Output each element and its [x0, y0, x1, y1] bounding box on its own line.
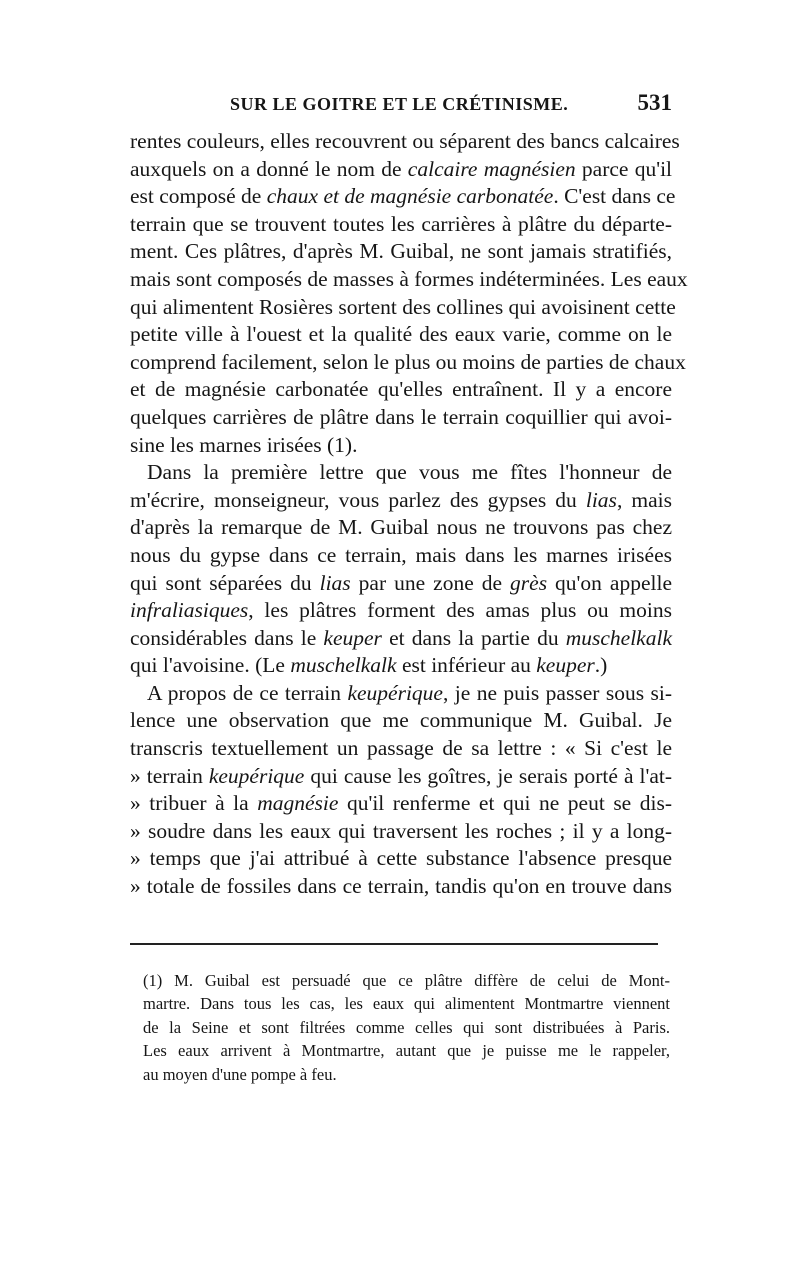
text-line: mais sont composés de masses à formes indéterminées. Les eaux [130, 266, 688, 291]
footnote-divider [130, 943, 658, 945]
paragraph-2 [130, 459, 672, 680]
italic-term: chaux et de magnésie carbonatée [266, 184, 554, 209]
italic-term: infraliasiques [130, 598, 249, 623]
italic-term: grès [510, 570, 548, 595]
text-line: qui sont séparées du lias par une zone de grès qu'on appelle [130, 570, 672, 595]
text-line: » totale de fossiles dans ce terrain, tandis qu'on en trouve dans [130, 874, 672, 899]
text-line: est composé de chaux et de magnésie carbonatée. C'est dans ce [130, 184, 676, 209]
text-line: » tribuer à la magnésie qu'il renferme et qui ne peut se dis- [130, 791, 673, 816]
text-line: m'écrire, monseigneur, vous parlez des gypses du lias, mais [130, 487, 673, 512]
paragraph-3 [130, 680, 672, 901]
text-line: et de magnésie carbonatée qu'elles entraînent. Il y a encore [130, 377, 672, 402]
text-line: lence une observation que me communique M. Guibal. Je [130, 708, 672, 733]
text-line: transcris textuellement un passage de sa lettre : « Si c'est le [130, 736, 672, 761]
italic-term: keupérique [347, 680, 443, 705]
footnote-line: au moyen d'une pompe à feu. [143, 1064, 337, 1084]
text-line: comprend facilement, selon le plus ou moins de parties de chaux [130, 349, 686, 374]
text-line: considérables dans le keuper et dans la partie du muschelkalk [130, 625, 672, 650]
footnote [143, 969, 670, 1086]
text-line: quelques carrières de plâtre dans le terrain coquillier qui avoi- [130, 404, 672, 429]
text-line: nous du gypse dans ce terrain, mais dans les marnes irisées [130, 542, 672, 567]
text-line: d'après la remarque de M. Guibal nous ne trouvons pas chez [130, 515, 672, 540]
footnote-line: martre. Dans tous les cas, les eaux qui alimentent Montmartre viennent [143, 994, 670, 1014]
text-line: » terrain keupérique qui cause les goîtres, je serais porté à l'at- [130, 763, 672, 788]
italic-term: muschelkalk [290, 653, 397, 678]
italic-term: calcaire magnésien [407, 156, 576, 181]
footnote-line: (1) M. Guibal est persuadé que ce plâtre diffère de celui de Mont- [143, 971, 670, 990]
italic-term: keuper [323, 625, 382, 650]
text-line: auxquels on a donné le nom de calcaire magnésien parce qu'il [130, 156, 673, 181]
text-line: » soudre dans les eaux qui traversent les roches ; il y a long- [130, 818, 672, 843]
text-line: terrain que se trouvent toutes les carrières à plâtre du départe- [130, 211, 672, 236]
italic-term: lias [319, 570, 351, 595]
running-head [130, 90, 672, 122]
text-line: qui l'avoisine. (Le muschelkalk est inférieur au keuper.) [130, 653, 608, 678]
text-line: ment. Ces plâtres, d'après M. Guibal, ne sont jamais stratifiés, [130, 239, 672, 264]
text-line: A propos de ce terrain keupérique, je ne puis passer sous si- [147, 680, 672, 705]
text-line: qui alimentent Rosières sortent des collines qui avoisinent cette [130, 294, 676, 319]
text-line: sine les marnes irisées (1). [130, 432, 358, 457]
text-line: rentes couleurs, elles recouvrent ou séparent des bancs calcaires [130, 129, 680, 153]
running-title: SUR LE GOITRE ET LE CRÉTINISME. [230, 94, 569, 114]
text-line: infraliasiques, les plâtres forment des amas plus ou moins [130, 598, 672, 623]
footnote-line: de la Seine et sont filtrées comme celles qui sont distribuées à Paris. [143, 1017, 670, 1037]
footnote-line: Les eaux arrivent à Montmartre, autant que je puisse me le rappeler, [143, 1041, 670, 1061]
italic-term: keuper [536, 653, 595, 678]
text-line: » temps que j'ai attribué à cette substance l'absence presque [130, 846, 672, 871]
italic-term: muschelkalk [565, 625, 672, 650]
text-line: Dans la première lettre que vous me fîtes l'honneur de [147, 460, 672, 485]
italic-term: lias [585, 487, 617, 512]
paragraph-1 [130, 128, 688, 459]
italic-term: keupérique [208, 763, 305, 788]
page-number: 531 [637, 90, 672, 115]
body-text [130, 128, 688, 901]
italic-term: magnésie [257, 791, 339, 816]
text-line: petite ville à l'ouest et la qualité des eaux varie, comme on le [130, 322, 672, 347]
